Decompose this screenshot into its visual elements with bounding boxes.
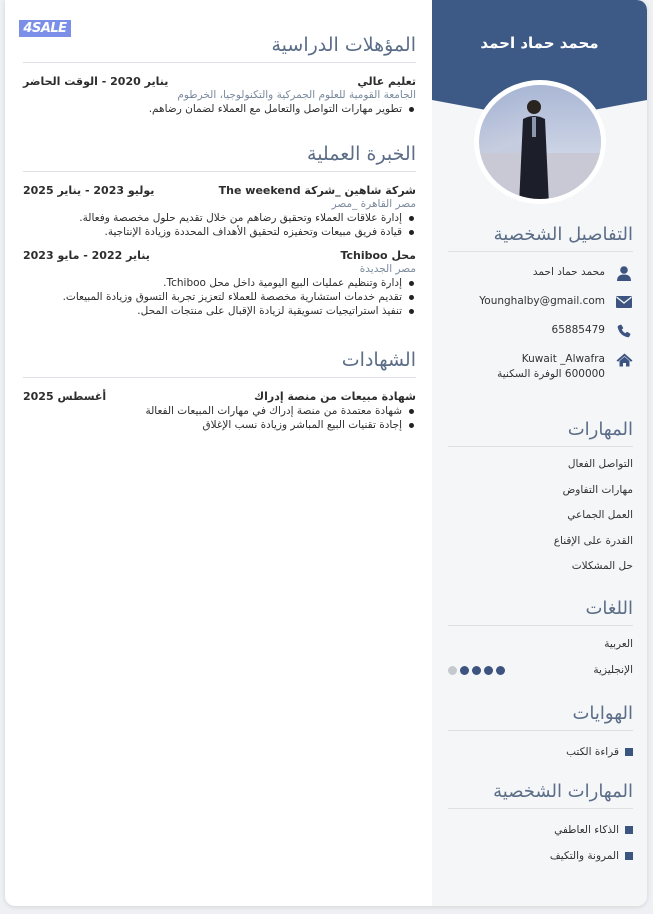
bullet-item: إدارة وتنظيم عمليات البيع اليومية داخل محل Tchiboo. — [23, 276, 402, 290]
main-column — [5, 0, 432, 906]
home-icon — [615, 352, 633, 368]
entry-date: يناير 2020 - الوقت الحاضر — [23, 75, 169, 88]
square-bullet-icon — [625, 826, 633, 834]
bullet-item: قيادة فريق مبيعات وتحفيزه لتحقيق الأهداف المحددة وزيادة الإنتاجية. — [23, 225, 402, 239]
entry-date: يناير 2022 - مايو 2023 — [23, 249, 150, 262]
phone-icon — [615, 323, 633, 339]
section-title: الهوايات — [448, 703, 633, 731]
level-dot — [496, 666, 505, 675]
skill-item: التواصل الفعال — [567, 458, 633, 470]
soft-skill-item: المرونة والتكيف — [448, 843, 633, 869]
bullet-item: إجادة تقنيات البيع المباشر وزيادة نسب الإغلاق — [23, 418, 402, 432]
education-entry — [23, 75, 416, 116]
certificates-section — [23, 349, 416, 432]
experience-entry — [23, 184, 416, 239]
language-level-indicator — [448, 666, 505, 675]
section-title: المهارات الشخصية — [448, 781, 633, 809]
skill-item: حل المشكلات — [571, 560, 633, 572]
section-title: الخبرة العملية — [23, 143, 416, 172]
entry-title: محل Tchiboo — [340, 249, 416, 262]
contact-email — [448, 294, 633, 310]
email-link[interactable]: Younghalby@gmail.com — [479, 295, 605, 307]
bullet-item: شهادة معتمدة من منصة إدراك في مهارات المبيعات الفعالة — [23, 404, 402, 418]
level-dot — [472, 666, 481, 675]
language-item: الإنجليزية — [448, 657, 633, 683]
bullet-item: تقديم خدمات استشارية مخصصة للعملاء لتعزيز تجربة التسوق وزيادة المبيعات. — [23, 290, 402, 304]
entry-date: أغسطس 2025 — [23, 390, 107, 403]
square-bullet-icon — [625, 852, 633, 860]
skills-section — [448, 419, 633, 580]
language-item: العربية — [604, 638, 633, 650]
experience-entry — [23, 249, 416, 318]
person-figure — [517, 97, 551, 204]
user-icon — [615, 265, 633, 281]
skill-item: القدرة على الإقناع — [553, 534, 633, 547]
entry-subtitle: الجامعة القومية للعلوم الجمركية والتكنولوجيا، الخرطوم — [177, 89, 416, 101]
hobbies-section — [448, 703, 633, 765]
section-title: المهارات — [448, 419, 633, 447]
section-title: المؤهلات الدراسية — [23, 34, 416, 63]
contact-name: محمد حماد احمد — [448, 265, 633, 281]
experience-section — [23, 143, 416, 318]
bullet-item: تنفيذ استراتيجيات تسويقية لزيادة الإقبال على منتجات المحل. — [23, 304, 402, 318]
contact-phone: 65885479 — [448, 323, 633, 339]
envelope-icon — [615, 294, 633, 310]
resume-page — [5, 0, 647, 906]
section-title: الشهادات — [23, 349, 416, 378]
entry-date: يوليو 2023 - يناير 2025 — [23, 184, 155, 197]
skill-item: العمل الجماعي — [567, 509, 633, 521]
soft-skill-item: الذكاء العاطفي — [448, 817, 633, 843]
section-title: التفاصيل الشخصية — [448, 224, 633, 252]
hobby-item: قراءة الكتب — [448, 739, 633, 765]
entry-subtitle: مصر القاهرة _مصر — [331, 198, 416, 210]
section-title: اللغات — [448, 598, 633, 626]
certificate-entry — [23, 390, 416, 432]
level-dot — [460, 666, 469, 675]
languages-section — [448, 598, 633, 683]
skill-item: مهارات التفاوض — [562, 483, 633, 496]
entry-title: شهادة مبيعات من منصة إدراك — [254, 390, 416, 403]
personal-details-section — [448, 224, 633, 382]
soft-skills-section — [448, 781, 633, 869]
entry-title: شركة شاهين _شركة The weekend — [218, 184, 416, 197]
square-bullet-icon — [625, 748, 633, 756]
brand-logo: 4SALE — [19, 20, 71, 37]
entry-subtitle: مصر الجديدة — [359, 263, 416, 275]
entry-title: تعليم عالي — [357, 75, 416, 88]
profile-photo — [474, 80, 606, 204]
level-dot — [484, 666, 493, 675]
sidebar — [432, 0, 647, 906]
bullet-item: إدارة علاقات العملاء وتحقيق رضاهم من خلال تقديم حلول مخصصة وفعالة. — [23, 211, 402, 225]
bullet-item: تطوير مهارات التواصل والتعامل مع العملاء لضمان رضاهم. — [23, 102, 402, 116]
profile-name: محمد حماد احمد — [480, 34, 599, 52]
education-section — [23, 34, 416, 116]
contact-address: Kuwait _Alwafra 600000 الوفرة السكنية — [448, 352, 633, 382]
level-dot — [448, 666, 457, 675]
